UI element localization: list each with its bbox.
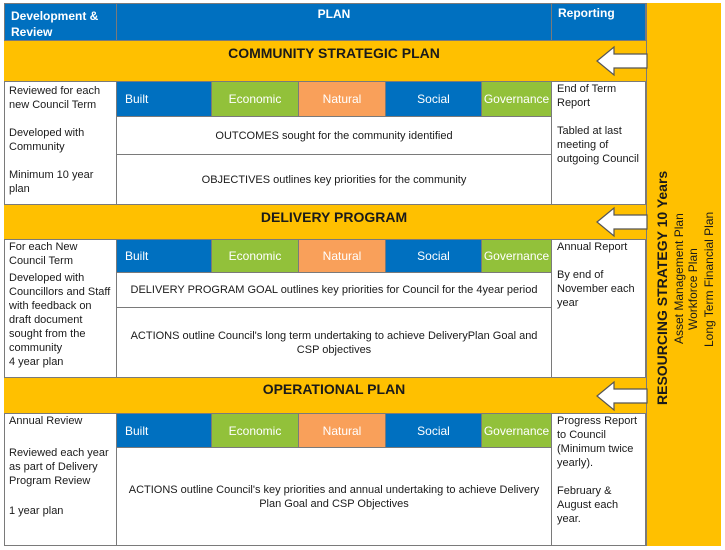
header-plan xyxy=(116,3,552,41)
resourcing-asset-management-plan: Asset Management Plan xyxy=(672,213,686,344)
arrow-left-icon xyxy=(596,380,648,412)
csp-dev-review-term: Reviewed for each new Council Term xyxy=(9,85,101,111)
category-built: Built xyxy=(117,240,212,272)
category-economic: Economic xyxy=(212,240,299,272)
csp-category-row xyxy=(116,81,552,117)
category-natural: Natural xyxy=(299,82,386,116)
operational-dev-review-annual: Annual Review xyxy=(9,415,83,427)
csp-dev-review-community: Developed with Community xyxy=(9,127,85,153)
operational-dev-review-each-year: Reviewed each year as part of Delivery Program Review xyxy=(9,447,109,487)
band-operational-plan-title: OPERATIONAL PLAN xyxy=(262,381,406,397)
delivery-category-row xyxy=(116,239,552,273)
band-delivery-program-title: DELIVERY PROGRAM xyxy=(260,209,408,225)
arrow-left-icon xyxy=(596,206,648,238)
category-built: Built xyxy=(117,82,212,116)
band-operational-plan xyxy=(4,377,646,414)
csp-dev-review-minimum: Minimum 10 year plan xyxy=(9,169,94,195)
category-social: Social xyxy=(386,82,482,116)
delivery-reporting-november: By end of November each year xyxy=(557,269,635,309)
csp-reporting-end-of-term: End of Term Report xyxy=(557,83,617,109)
operational-category-row xyxy=(116,413,552,448)
csp-dev-review xyxy=(4,81,117,205)
resourcing-title: RESOURCING STRATEGY 10 Years xyxy=(654,170,670,405)
delivery-reporting-annual: Annual Report xyxy=(557,241,628,253)
band-community-strategic-plan xyxy=(4,40,646,82)
delivery-dev-review-term: For each New Council Term xyxy=(9,241,78,267)
resourcing-workforce-plan: Workforce Plan xyxy=(686,248,700,330)
header-plan-label: PLAN xyxy=(317,7,351,21)
csp-objectives: OBJECTIVES outlines key priorities for the community xyxy=(116,154,552,205)
operational-dev-review xyxy=(4,413,117,546)
category-natural: Natural xyxy=(299,414,386,447)
band-community-strategic-plan-title: COMMUNITY STRATEGIC PLAN xyxy=(228,45,440,61)
delivery-dev-review-plan-length: 4 year plan xyxy=(9,356,64,368)
header-dev-review-label: Development & Review xyxy=(11,9,99,39)
category-natural: Natural xyxy=(299,240,386,272)
operational-reporting-months: February & August each year. xyxy=(557,485,619,525)
arrow-left-icon xyxy=(596,45,648,77)
csp-outcomes: OUTCOMES sought for the community identified xyxy=(116,116,552,155)
csp-reporting-tabled: Tabled at last meeting of outgoing Council xyxy=(557,125,639,165)
delivery-reporting xyxy=(551,239,646,378)
resourcing-long-term-financial-plan: Long Term Financial Plan xyxy=(702,211,716,347)
header-reporting-label: Reporting xyxy=(558,6,615,20)
category-social: Social xyxy=(386,414,482,447)
csp-reporting xyxy=(551,81,646,205)
category-governance: Governance xyxy=(482,82,551,116)
delivery-actions: ACTIONS outline Council's long term undertaking to achieve DeliveryPlan Goal and CSP objectives xyxy=(116,307,552,378)
header-reporting xyxy=(551,3,646,41)
operational-dev-review-plan-length: 1 year plan xyxy=(9,505,64,517)
resourcing-strategy-column xyxy=(646,3,721,546)
delivery-dev-review xyxy=(4,239,117,378)
category-social: Social xyxy=(386,240,482,272)
delivery-goal: DELIVERY PROGRAM GOAL outlines key priorities for Council for the 4year period xyxy=(116,272,552,308)
band-delivery-program xyxy=(4,204,646,240)
operational-actions: ACTIONS outline Council's key priorities and annual undertaking to achieve Delivery Plan Goal and CSP Objectives xyxy=(116,447,552,546)
operational-reporting-progress: Progress Report to Council (Minimum twice yearly). xyxy=(557,415,638,469)
category-economic: Economic xyxy=(212,414,299,447)
category-economic: Economic xyxy=(212,82,299,116)
category-built: Built xyxy=(117,414,212,447)
delivery-dev-review-developed: Developed with Councillors and Staff with feedback on draft document sought from the community xyxy=(9,272,111,354)
operational-reporting xyxy=(551,413,646,546)
category-governance: Governance xyxy=(482,414,551,447)
header-dev-review xyxy=(4,3,117,41)
category-governance: Governance xyxy=(482,240,551,272)
